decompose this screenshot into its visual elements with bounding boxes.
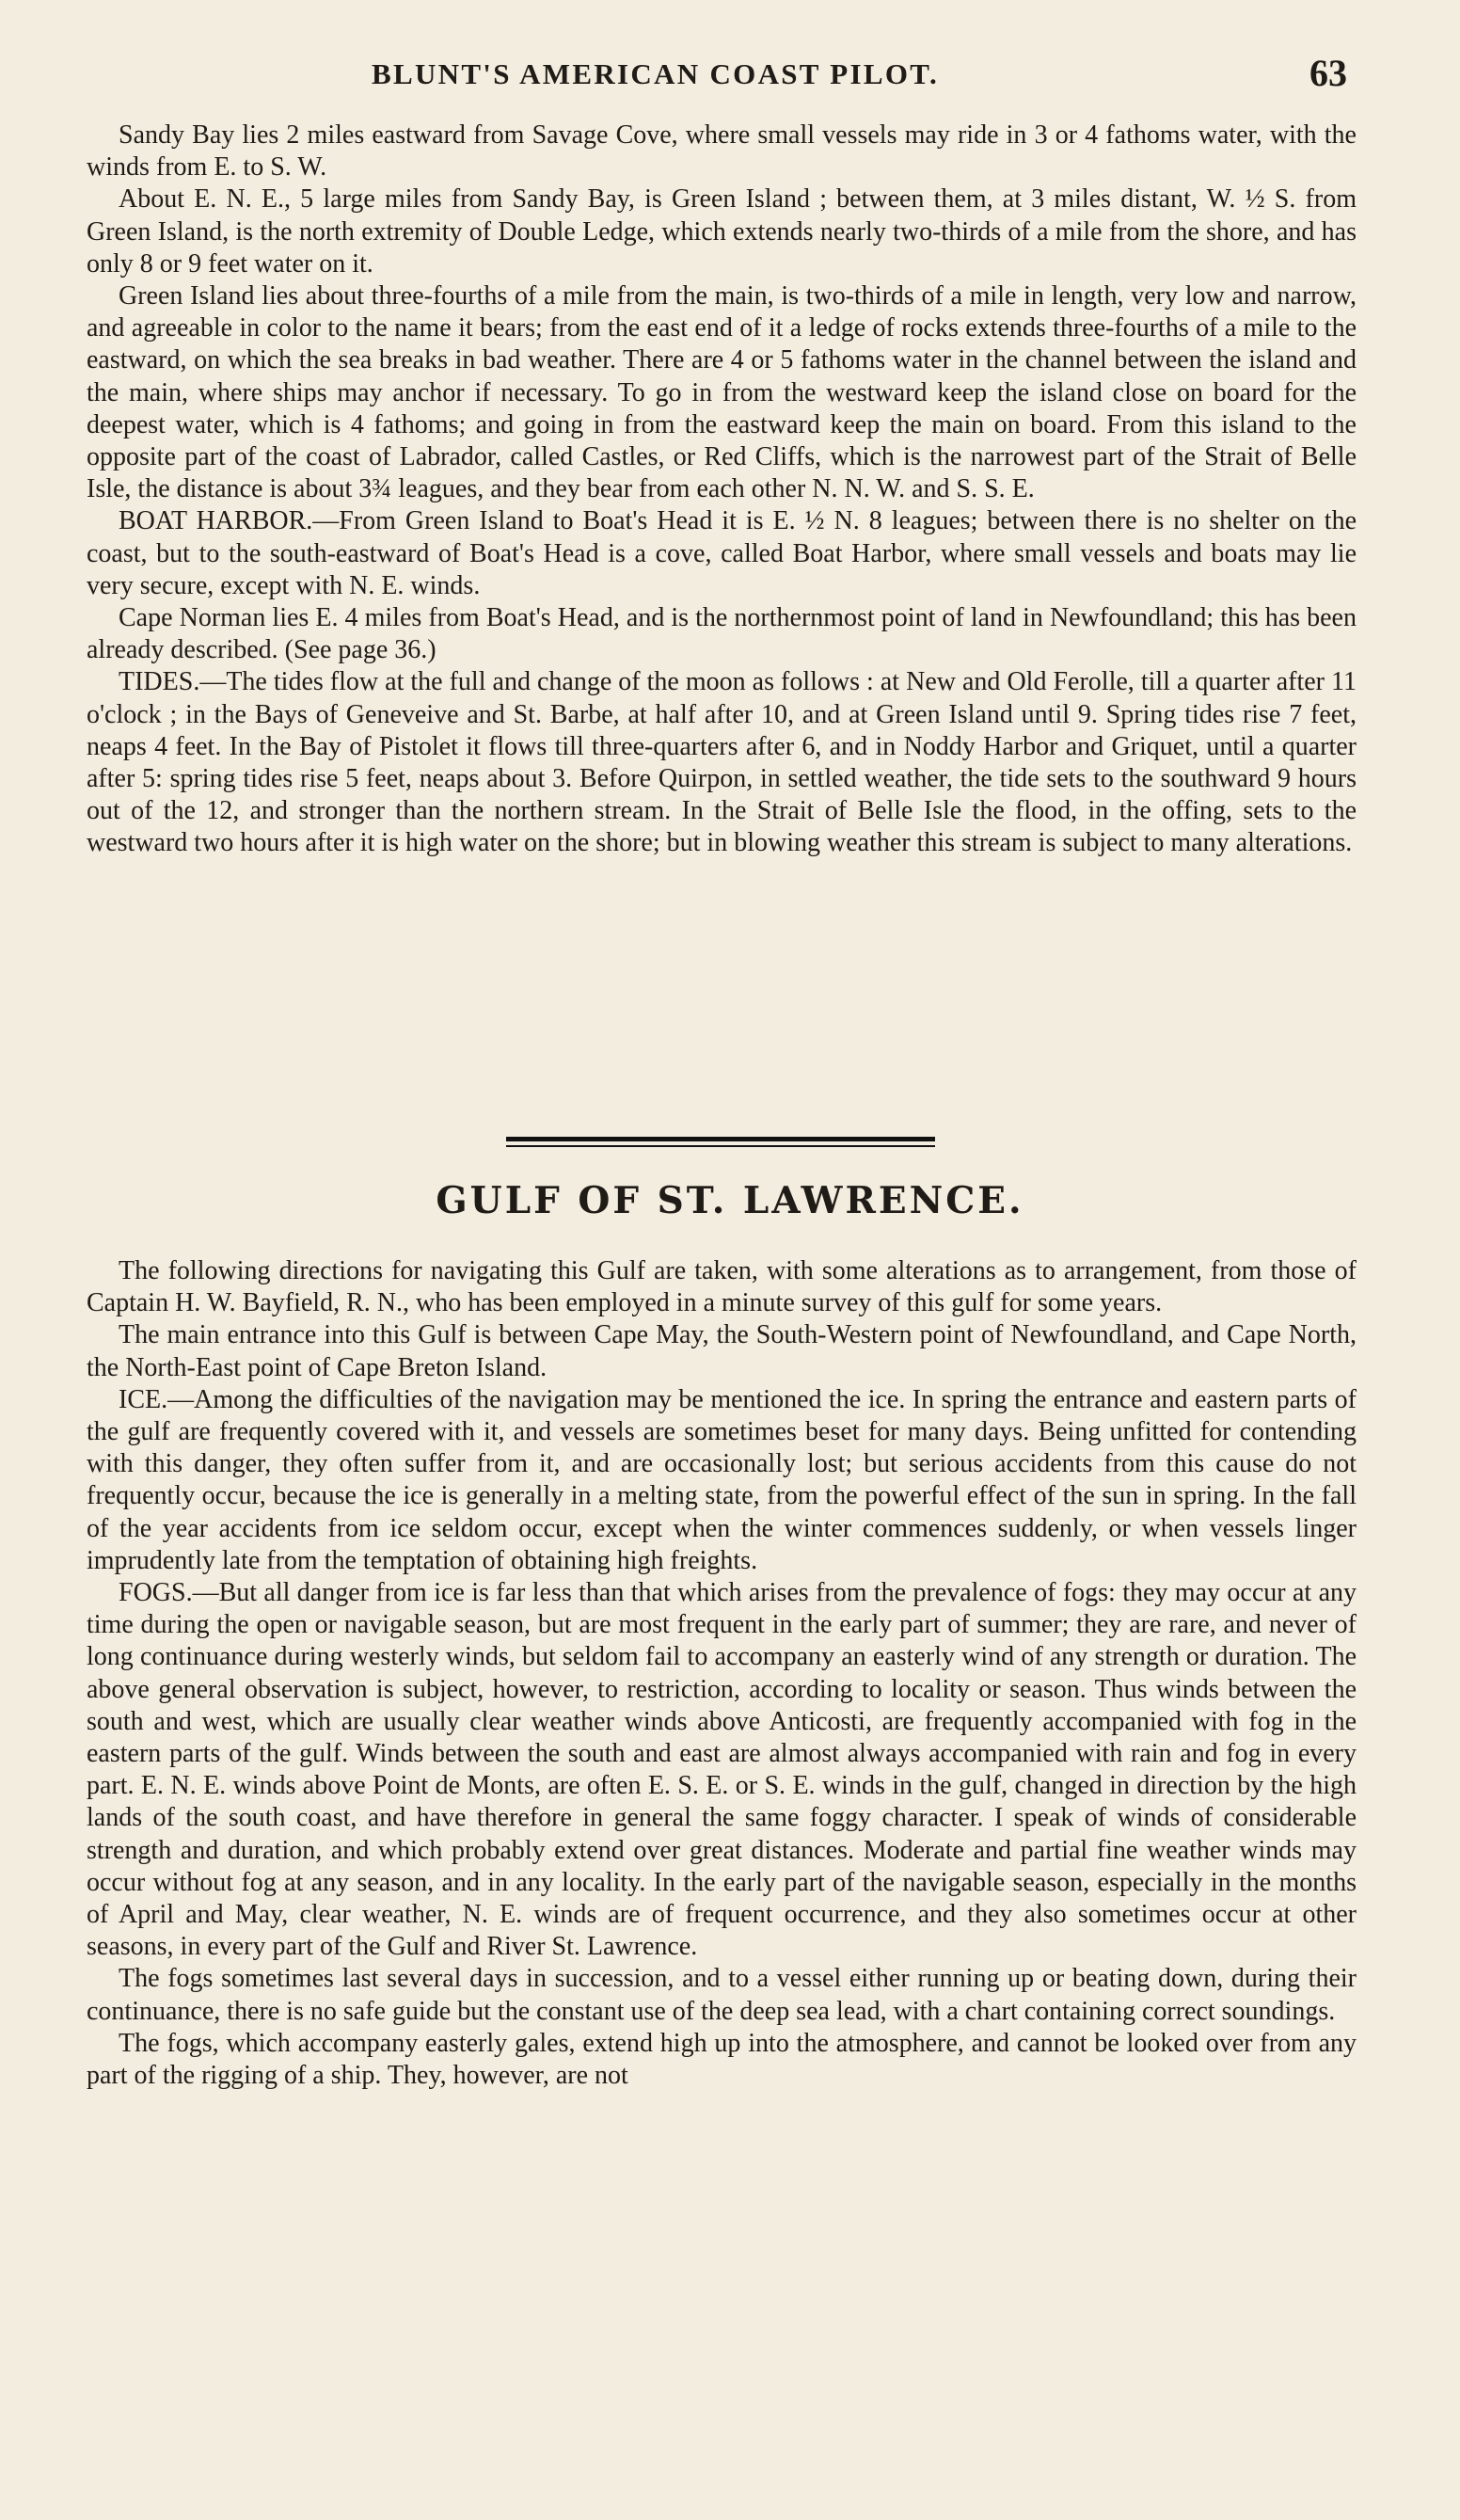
paragraph: The fogs, which accompany easterly gales, extend high up into the atmosphere, and cannot be looked over from any part of the rigging of a ship. They, however, are not <box>87 2028 1357 2091</box>
paragraph: ICE.—Among the difficulties of the navigation may be mentioned the ice. In spring the entrance and eastern parts of the gulf are frequently covered with it, and vessels are sometimes beset for many days. Being unfitted for contending with this danger, they often suffer from it, and are occasionally lost; but serious accidents from this cause do not frequently occur, because the ice is generally in a melting state, from the powerful effect of the sun in spring. In the fall of the year accidents from ice seldom occur, except when the winter commences suddenly, or when vessels linger imprudently late from the temptation of obtaining high freights. <box>87 1384 1357 1575</box>
text-block-bottom <box>87 1255 1357 2092</box>
paragraph: Cape Norman lies E. 4 miles from Boat's Head, and is the northernmost point of land in Newfoundland; this has been already described. (See page 36.) <box>87 603 1357 665</box>
paragraph: Green Island lies about three-fourths of a mile from the main, is two-thirds of a mile in length, very low and narrow, and agreeable in color to the name it bears; from the east end of it a ledge of rocks extends three-fourths of a mile to the eastward, on which the sea breaks in bad weather. There are 4 or 5 fathoms water in the channel between the island and the main, where ships may anchor if necessary. To go in from the westward keep the island close on board for the deepest water, which is 4 fathoms; and going in from the eastward keep the main on board. From this island to the opposite part of the coast of Labrador, called Castles, or Red Cliffs, which is the narrowest part of the Strait of Belle Isle, the distance is about 3¾ leagues, and they bear from each other N. N. W. and S. S. E. <box>87 281 1357 504</box>
paragraph: TIDES.—The tides flow at the full and change of the moon as follows : at New and Old Ferolle, till a quarter after 11 o'clock ; in the Bays of Geneveive and St. Barbe, at half after 10, and at Green Island until 9. Spring tides rise 7 feet, neaps 4 feet. In the Bay of Pistolet it flows till three-quarters after 6, and in Noddy Harbor and Griquet, until a quarter after 5: spring tides rise 5 feet, neaps about 3. Before Quirpon, in settled weather, the tide sets to the southward 9 hours out of the 12, and stronger than the northern stream. In the Strait of Belle Isle the flood, in the offing, sets to the westward two hours after it is high water on the shore; but in blowing weather this stream is subject to many alterations. <box>87 667 1357 858</box>
page-number: 63 <box>1309 52 1347 94</box>
running-title: BLUNT'S AMERICAN COAST PILOT. <box>372 57 939 90</box>
section-divider-thick <box>506 1137 935 1141</box>
running-head <box>0 51 1460 98</box>
paragraph: The following directions for navigating this Gulf are taken, with some alterations as to arrangement, from those of Captain H. W. Bayfield, R. N., who has been employed in a minute survey of this gulf for some years. <box>87 1256 1357 1318</box>
paragraph: BOAT HARBOR.—From Green Island to Boat's Head it is E. ½ N. 8 leagues; between there is no shelter on the coast, but to the south-eastward of Boat's Head is a cove, called Boat Harbor, where small vessels and boats may lie very secure, except with N. E. winds. <box>87 506 1357 600</box>
paragraph: Sandy Bay lies 2 miles eastward from Savage Cove, where small vessels may ride in 3 or 4 fathoms water, with the winds from E. to S. W. <box>87 120 1357 183</box>
paragraph: The main entrance into this Gulf is between Cape May, the South-Western point of Newfoundland, and Cape North, the North-East point of Cape Breton Island. <box>87 1320 1357 1382</box>
section-divider-thin <box>506 1145 935 1147</box>
paragraph: About E. N. E., 5 large miles from Sandy Bay, is Green Island ; between them, at 3 miles distant, W. ½ S. from Green Island, is the north extremity of Double Ledge, which extends nearly two-thirds of a mile from the shore, and has only 8 or 9 feet water on it. <box>87 184 1357 279</box>
text-block-top <box>87 120 1357 860</box>
paragraph: FOGS.—But all danger from ice is far less than that which arises from the prevalence of fogs: they may occur at any time during the open or navigable season, but are most frequent in the early part of summer; they are rare, and never of long continuance during westerly winds, but seldom fail to accompany an easterly wind of any strength or duration. The above general observation is subject, however, to restriction, according to locality or season. Thus winds between the south and west, which are usually clear weather winds above Anticosti, are frequently accompanied with fog in the eastern parts of the gulf. Winds between the south and east are almost always accompanied with rain and fog in every part. E. N. E. winds above Point de Monts, are often E. S. E. or S. E. winds in the gulf, changed in direction by the high lands of the south coast, and have therefore in general the same foggy character. I speak of winds of considerable strength and duration, and which probably extend over great distances. Moderate and partial fine weather winds may occur without fog at any season, and in any locality. In the early part of the navigable season, especially in the months of April and May, clear weather, N. E. winds are of frequent occurrence, and they also sometimes occur at other seasons, in every part of the Gulf and River St. Lawrence. <box>87 1578 1357 1962</box>
section-title: GULF OF ST. LAWRENCE. <box>436 1179 1024 1222</box>
paragraph: The fogs sometimes last several days in succession, and to a vessel either running up or beating down, during their continuance, there is no safe guide but the constant use of the deep sea lead, with a chart containing correct soundings. <box>87 1964 1357 2026</box>
